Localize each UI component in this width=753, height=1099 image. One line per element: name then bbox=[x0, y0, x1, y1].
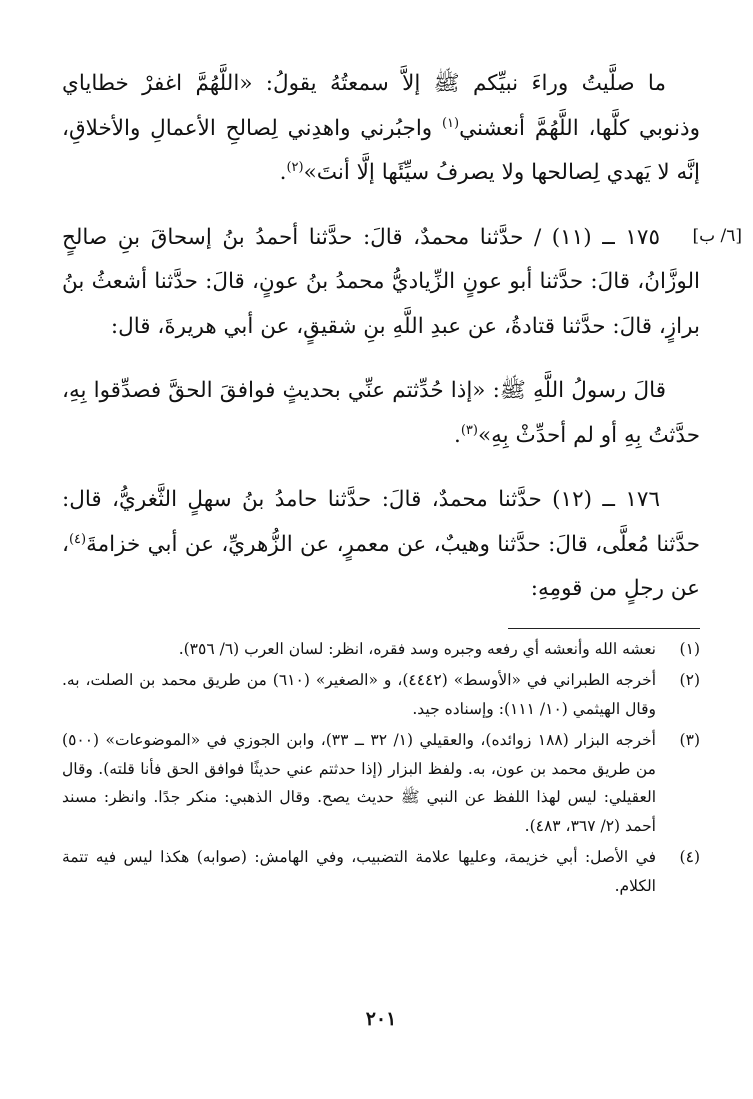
hadith-176-end: ، عن رجلٍ من قومِهِ: bbox=[62, 531, 700, 601]
footnote-text: أخرجه البزار (١٨٨ زوائده)، والعقيلي (١/ ٣٢ ــ ٣٣)، وابن الجوزي في «الموضوعات» (٥٠٠) من طريق محمد بن عون، به. ولفظ البزار (إذا حدثتم عني حديثًا فوافق الحق فأنا قلته). وقال العقيلي: ليس لهذا اللفظ عن النبي ﷺ حديث يصح. وقال الذهبي: منكر جدًا. وانظر: مسند أحمد (٢/ ٣٦٧، ٤٨٣). bbox=[62, 731, 656, 835]
page-number: ٢٠١ bbox=[365, 1008, 397, 1030]
footnote-ref-3: (٣) bbox=[460, 422, 478, 438]
hadith-176-text: ١٧٦ ــ (١٢) حدَّثنا محمدٌ، قالَ: حدَّثنا حامدُ بنُ سهلٍ الثَّغريُّ، قال: حدَّثنا مُعلَّى، قالَ: حدَّثنا وهيبٌ، عن معمرٍ، عن الزُّهريِّ، عن أبي خزامةَ bbox=[62, 487, 700, 557]
paragraph-1 bbox=[62, 62, 700, 196]
footnote-text: في الأصل: أبي خزيمة، وعليها علامة التضبيب، وفي الهامش: (صوابه) هكذا ليس فيه تتمة الكلام. bbox=[62, 848, 656, 895]
footnote-2 bbox=[62, 666, 700, 723]
footnote-1 bbox=[62, 635, 700, 664]
paragraph-1-text-b: واجبُرني واهدِني لِصالحِ الأعمالِ والأخلاقِ، إنَّه لا يَهدي لِصالحها ولا يصرفُ سيِّئَها إلَّا أنتَ» bbox=[62, 115, 700, 185]
footnote-3 bbox=[62, 726, 700, 840]
hadith-176 bbox=[62, 478, 700, 612]
hadith-175-text: ١٧٥ ــ (١١) / حدَّثنا محمدٌ، قالَ: حدَّثنا أحمدُ بنُ إسحاقَ بنِ صالحٍ الوزَّانُ، قالَ: حدَّثنا أبو عونٍ الزِّياديُّ محمدُ بنُ عونٍ، قالَ: حدَّثنا أشعثُ بنُ برازٍ، قالَ: حدَّثنا قتادةُ، عن عبدِ اللَّهِ بنِ شقيقٍ، عن أبي هريرةَ، قال: bbox=[62, 224, 700, 339]
footnote-ref-4: (٤) bbox=[68, 531, 87, 547]
hadith-175-matn-end: . bbox=[453, 422, 461, 448]
footnote-text: أخرجه الطبراني في «الأوسط» (٤٤٤٢)، و «الصغير» (٦١٠) من طريق محمد بن الصلت، به. وقال الهيثمي (١٠/ ١١١): وإسناده جيد. bbox=[62, 671, 656, 718]
footnote-number: (٣) bbox=[679, 731, 700, 749]
footnotes bbox=[62, 635, 700, 901]
footnote-ref-2: (٢) bbox=[286, 159, 304, 175]
footnote-rule bbox=[508, 628, 700, 629]
hadith-175 bbox=[62, 216, 700, 350]
hadith-175-block bbox=[62, 216, 742, 350]
footnote-ref-1: (١) bbox=[441, 115, 460, 131]
footnote-text: نعشه الله وأنعشه أي رفعه وجبره وسد فقره، انظر: لسان العرب (٦/ ٣٥٦). bbox=[178, 639, 656, 658]
footnote-4 bbox=[62, 843, 700, 900]
hadith-175-matn-text: قالَ رسولُ اللَّهِ ﷺ: «إذا حُدِّثتم عنِّي بحديثٍ فوافقَ الحقَّ فصدِّقوا بِهِ، حدَّثتُ بِهِ أو لم أحدِّثْ بِهِ» bbox=[62, 378, 700, 448]
footnote-separator bbox=[62, 628, 700, 629]
main-text bbox=[62, 62, 742, 612]
footnote-number: (١) bbox=[679, 639, 700, 658]
paragraph-1-text: ما صلَّيتُ وراءَ نبيِّكم ﷺ إلاَّ سمعتُهُ يقولُ: «اللَّهُمَّ اغفرْ خطاياي وذنوبي كلَّها، اللَّهُمَّ أنعشني bbox=[62, 71, 700, 141]
paragraph-1-end: . bbox=[279, 160, 287, 185]
footnote-number: (٢) bbox=[679, 671, 700, 689]
manuscript-folio-ref: [٦/ ب] bbox=[692, 225, 742, 246]
footnote-number: (٤) bbox=[679, 848, 700, 866]
hadith-175-matn bbox=[62, 369, 700, 458]
book-page bbox=[62, 62, 742, 1062]
